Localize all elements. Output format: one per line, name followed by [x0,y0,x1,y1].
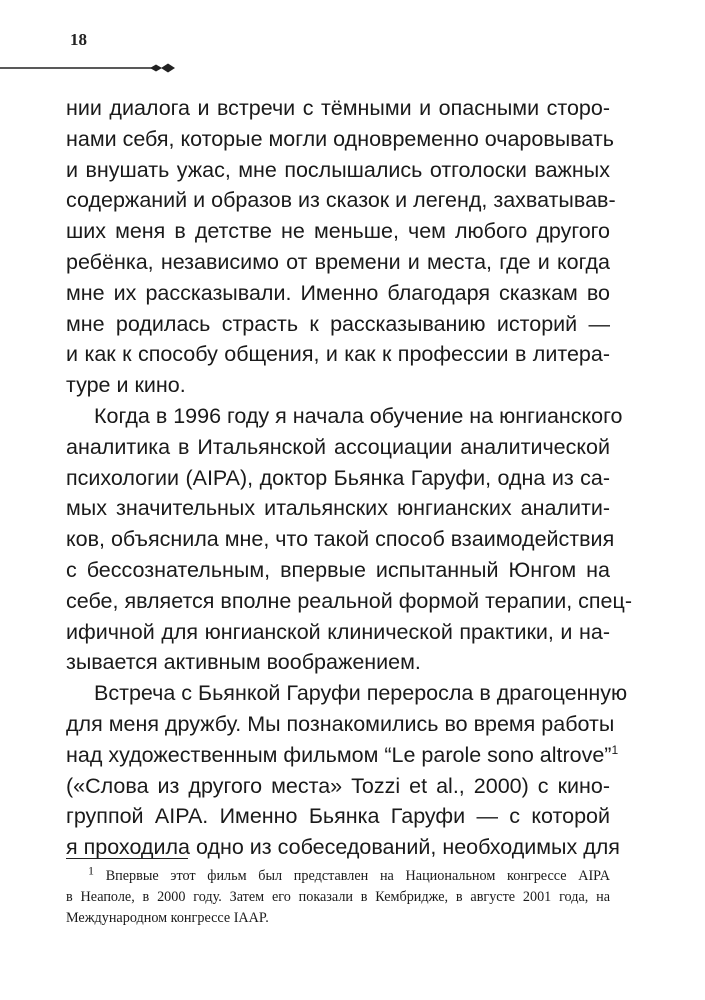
paragraph-start-line: Встреча с Бьянкой Гаруфи переросла в драгоценную [94,681,628,706]
paragraph-start-line: Когда в 1996 году я начала обучение на юнгианского [94,403,623,428]
footnote-reference[interactable]: 1 [611,742,619,757]
text-line: для меня дружбу. Мы познакомились во время работы [66,711,615,736]
text-line-content: над художественным фильмом “Le parole sono altrove” [66,742,612,767]
text-line: нами себя, которые могли одновременно очаровывать [66,126,614,151]
footnote-line: в Неаполе, в 2000 году. Затем его показали в Кембридже, в августе 2001 года, на [66,889,610,905]
header-ornament-rule [0,56,178,80]
body-text [66,93,632,863]
footnote-line-text: Впервые этот фильм был представлен на Национальном конгрессе AIPA [105,868,611,884]
text-line: ших меня в детстве не меньше, чем любого другого [66,219,610,244]
text-line: и внушать ужас, мне послышались отголоски важных [66,157,610,182]
text-line: туре и кино. [66,373,186,398]
text-line: содержаний и образов из сказок и легенд, захватывав- [66,188,616,213]
text-line-with-footnote-ref [66,740,619,771]
text-line: ребёнка, независимо от времени и места, где и когда [66,249,610,274]
text-line: мне их рассказывали. Именно благодаря сказкам во [66,280,610,305]
footnote-separator [66,858,188,859]
text-line: психологии (AIPA), доктор Бьянка Гаруфи, одна из са- [66,465,610,490]
text-line: я проходила одно из собеседований, необходимых для [66,835,620,860]
page-header [0,0,705,70]
text-line: мых значительных итальянских юнгианских аналити- [66,496,610,521]
footnote-line [66,863,611,887]
footnote-line: Международном конгрессе IAAP. [66,910,269,926]
text-line: нии диалога и встречи с тёмными и опасными сторо- [66,96,610,120]
page-number: 18 [70,30,87,49]
text-line: («Слова из другого места» Tozzi et al., 2000) с кино- [66,773,610,798]
text-line: мне родилась страсть к рассказыванию историй — [66,311,610,336]
footnote [66,863,611,929]
text-line: аналитика в Итальянской ассоциации аналитической [66,434,610,459]
text-line: ков, объяснила мне, что такой способ взаимодействия [66,527,615,552]
text-line: группой AIPA. Именно Бьянка Гаруфи — с которой [66,804,610,829]
text-line: зывается активным воображением. [66,650,421,675]
text-line: с бессознательным, впервые испытанный Юнгом на [66,557,610,582]
text-line: себе, является вполне реальной формой терапии, спец- [66,588,632,613]
text-line: ифичной для юнгианской клинической практики, и на- [66,619,610,644]
text-line: и как к способу общения, и как к профессии в литера- [66,342,610,367]
footnote-marker: 1 [88,863,94,878]
